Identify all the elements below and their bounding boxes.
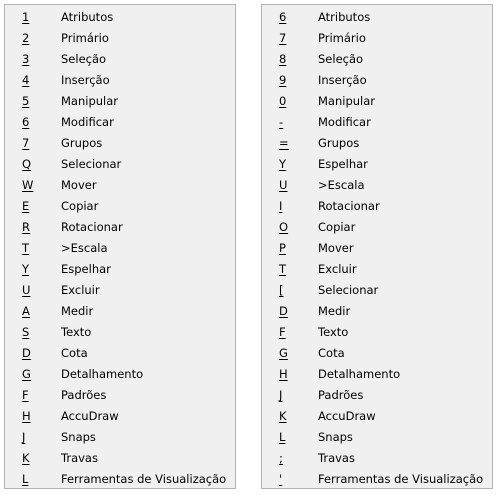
menu-item[interactable]	[262, 196, 492, 217]
menu-item[interactable]	[262, 259, 492, 280]
menu-item[interactable]	[262, 469, 492, 490]
shortcut-key: H	[22, 409, 31, 423]
shortcut-key: K	[22, 451, 30, 465]
shortcut-key: K	[279, 409, 287, 423]
menu-item[interactable]	[262, 343, 492, 364]
menu-item-label: Travas	[61, 451, 98, 465]
menu-item-label: Atributos	[61, 10, 114, 24]
menu-item-label: Medir	[61, 304, 94, 318]
menu-item-label: Espelhar	[61, 262, 111, 276]
menu-item[interactable]	[5, 448, 235, 469]
menu-item-label: Mover	[61, 178, 97, 192]
menu-item-label: Rotacionar	[61, 220, 123, 234]
shortcut-key: F	[279, 325, 286, 339]
menu-item[interactable]	[5, 238, 235, 259]
menu-item-label: Atributos	[318, 10, 371, 24]
menu-item[interactable]	[5, 322, 235, 343]
shortcut-key: 3	[22, 52, 30, 66]
shortcut-key: 4	[22, 73, 30, 87]
shortcut-key: J	[22, 430, 26, 444]
menu-item[interactable]	[5, 280, 235, 301]
menu-item-label: Primário	[318, 31, 366, 45]
menu-item-label: Copiar	[318, 220, 356, 234]
menu-item-label: Snaps	[318, 430, 353, 444]
menu-item[interactable]	[262, 7, 492, 28]
shortcut-key: 9	[279, 73, 287, 87]
shortcut-key: 7	[22, 136, 30, 150]
shortcut-key: T	[279, 262, 287, 276]
menu-item-label: >Escala	[61, 241, 108, 255]
menu-item[interactable]	[5, 70, 235, 91]
menu-item[interactable]	[262, 154, 492, 175]
shortcut-key: J	[279, 388, 283, 402]
shortcut-key: O	[279, 220, 289, 234]
shortcut-key: G	[22, 367, 31, 381]
shortcut-key: A	[22, 304, 30, 318]
shortcut-key: 8	[279, 52, 287, 66]
shortcut-key: S	[22, 325, 30, 339]
menu-item[interactable]	[262, 280, 492, 301]
menu-item[interactable]	[5, 364, 235, 385]
shortcut-key: '	[279, 472, 283, 486]
shortcut-key: U	[279, 178, 288, 192]
menu-item[interactable]	[5, 7, 235, 28]
menu-item[interactable]	[5, 406, 235, 427]
menu-item[interactable]	[262, 406, 492, 427]
shortcut-key: E	[22, 199, 30, 213]
menu-item[interactable]	[5, 259, 235, 280]
menu-item-label: Primário	[61, 31, 109, 45]
menu-item[interactable]	[262, 91, 492, 112]
menu-item[interactable]	[5, 154, 235, 175]
menu-item-label: Ferramentas de Visualização	[318, 472, 484, 486]
menu-item-label: Grupos	[61, 136, 103, 150]
shortcut-key: 0	[279, 94, 287, 108]
menu-item[interactable]	[262, 427, 492, 448]
shortcut-key: T	[22, 241, 30, 255]
menu-item-label: Grupos	[318, 136, 360, 150]
shortcut-key: F	[22, 388, 29, 402]
shortcut-key: G	[279, 346, 288, 360]
menu-item-label: Travas	[318, 451, 355, 465]
menu-item[interactable]	[5, 112, 235, 133]
menu-item[interactable]	[262, 322, 492, 343]
menu-item[interactable]	[5, 133, 235, 154]
menu-item-label: Texto	[61, 325, 92, 339]
left-popup-menu	[4, 4, 236, 489]
shortcut-key: U	[22, 283, 31, 297]
menu-item-label: Texto	[318, 325, 349, 339]
menu-item-label: Padrões	[61, 388, 107, 402]
menu-item[interactable]	[262, 238, 492, 259]
menu-item[interactable]	[262, 385, 492, 406]
menu-item-label: Excluir	[318, 262, 357, 276]
menu-item[interactable]	[262, 448, 492, 469]
menu-item-label: Snaps	[61, 430, 96, 444]
menu-item[interactable]	[262, 133, 492, 154]
menu-item-label: Cota	[318, 346, 345, 360]
shortcut-key: I	[279, 199, 283, 213]
shortcut-key: [	[279, 283, 284, 297]
menu-item-label: Inserção	[318, 73, 367, 87]
menu-item[interactable]	[262, 301, 492, 322]
menu-item-label: Cota	[61, 346, 88, 360]
shortcut-key: 1	[22, 10, 30, 24]
shortcut-key: =	[279, 136, 289, 150]
menu-item[interactable]	[5, 28, 235, 49]
shortcut-key: -	[279, 115, 284, 129]
menu-item-label: Selecionar	[61, 157, 122, 171]
shortcut-key: 6	[22, 115, 30, 129]
shortcut-key: D	[279, 304, 288, 318]
menu-item[interactable]	[5, 385, 235, 406]
shortcut-key: H	[279, 367, 288, 381]
menu-item[interactable]	[5, 196, 235, 217]
menu-item-label: Detalhamento	[318, 367, 401, 381]
menu-item-label: Rotacionar	[318, 199, 380, 213]
shortcut-key: ;	[279, 451, 283, 465]
menu-item-label: Seleção	[61, 52, 107, 66]
menu-item-label: Seleção	[318, 52, 364, 66]
menu-item-label: Selecionar	[318, 283, 379, 297]
shortcut-key: L	[22, 472, 29, 486]
menu-item-label: Inserção	[61, 73, 110, 87]
menu-item[interactable]	[5, 91, 235, 112]
menu-item[interactable]	[5, 343, 235, 364]
menu-item[interactable]	[262, 217, 492, 238]
menu-item-label: Manipular	[61, 94, 119, 108]
menu-item[interactable]	[5, 175, 235, 196]
shortcut-key: 5	[22, 94, 30, 108]
shortcut-key: Y	[279, 157, 287, 171]
menu-item[interactable]	[262, 28, 492, 49]
menu-item-label: Ferramentas de Visualização	[61, 472, 227, 486]
menu-item-label: >Escala	[318, 178, 365, 192]
shortcut-key: 7	[279, 31, 287, 45]
menu-item-label: Copiar	[61, 199, 99, 213]
menu-item[interactable]	[262, 70, 492, 91]
menu-item-label: Modificar	[61, 115, 114, 129]
menu-item[interactable]	[5, 301, 235, 322]
menu-item[interactable]	[262, 49, 492, 70]
menu-item[interactable]	[262, 364, 492, 385]
menu-item-label: Medir	[318, 304, 351, 318]
shortcut-key: D	[22, 346, 31, 360]
menu-item-label: Modificar	[318, 115, 371, 129]
right-popup-menu	[261, 4, 493, 489]
menu-item-label: Mover	[318, 241, 354, 255]
shortcut-key: P	[279, 241, 286, 255]
menu-item-label: Detalhamento	[61, 367, 144, 381]
menu-item[interactable]	[262, 112, 492, 133]
shortcut-key: L	[279, 430, 286, 444]
menu-item[interactable]	[5, 469, 235, 490]
menu-item-label: AccuDraw	[61, 409, 119, 423]
menu-item-label: Padrões	[318, 388, 364, 402]
shortcut-key: 6	[279, 10, 287, 24]
shortcut-key: Q	[22, 157, 32, 171]
menu-item-label: Espelhar	[318, 157, 368, 171]
menu-item-label: Excluir	[61, 283, 100, 297]
menu-item-label: AccuDraw	[318, 409, 376, 423]
menu-item[interactable]	[262, 175, 492, 196]
menu-item-label: Manipular	[318, 94, 376, 108]
shortcut-key: Y	[22, 262, 30, 276]
menu-item[interactable]	[5, 217, 235, 238]
shortcut-key: 2	[22, 31, 30, 45]
menu-item[interactable]	[5, 427, 235, 448]
menu-item[interactable]	[5, 49, 235, 70]
shortcut-key: R	[22, 220, 30, 234]
shortcut-key: W	[22, 178, 34, 192]
